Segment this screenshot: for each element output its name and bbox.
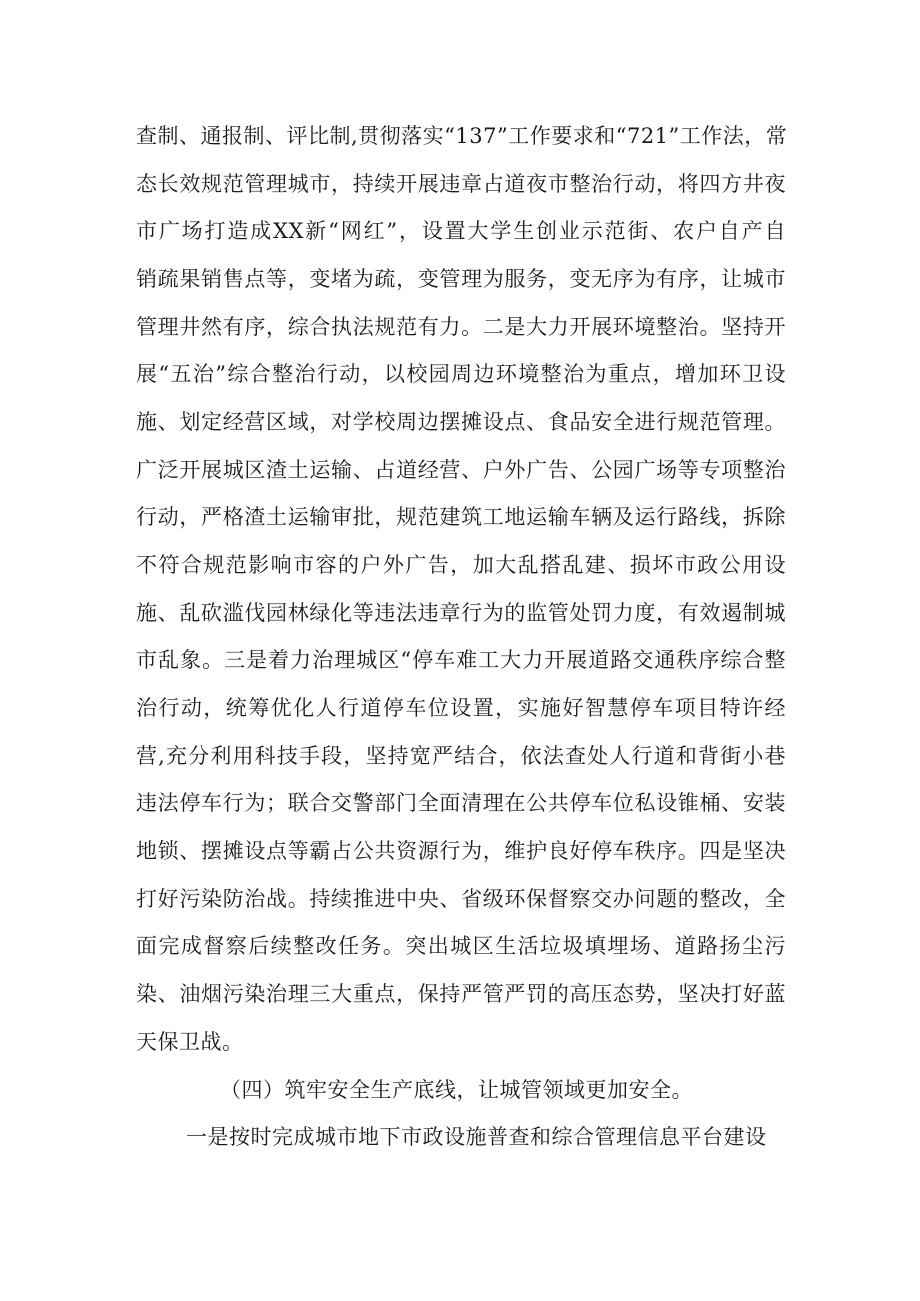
paragraph-line-16: 地锁、摆摊设点等霸占公共资源行为，维护良好停车秩序。四是坚决	[136, 839, 786, 863]
paragraph-line-3: 市广场打造成XX新“网红”，设置大学生创业示范街、农户自产自	[136, 219, 786, 243]
paragraph-line-2: 态长效规范管理城市，持续开展违章占道夜市整治行动，将四方井夜	[136, 172, 786, 196]
paragraph-line-7: 施、划定经营区域，对学校周边摆摊设点、食品安全进行规范管理。	[136, 410, 786, 434]
paragraph-line-13: 治行动，统筹优化人行道停车位设置，实施好智慧停车项目特许经	[136, 696, 786, 720]
paragraph-line-14: 营,充分利用科技手段，坚持宽严结合，依法查处人行道和背街小巷	[136, 744, 786, 768]
paragraph-line-11: 施、乱砍滥伐园林绿化等违法违章行为的监管处罚力度，有效遏制城	[136, 601, 786, 625]
paragraph-line-6: 展“五治”综合整治行动，以校园周边环境整治为重点，增加环卫设	[136, 362, 786, 386]
paragraph-line-17: 打好污染防治战。持续推进中央、省级环保督察交办问题的整改，全	[136, 887, 786, 911]
paragraph-line-4: 销疏果销售点等，变堵为疏，变管理为服务，变无序为有序，让城市	[136, 267, 786, 291]
paragraph-line-20: 天保卫战。	[136, 1030, 244, 1054]
paragraph-line-18: 面完成督察后续整改任务。突出城区生活垃圾填埋场、道路扬尘污	[136, 934, 786, 958]
paragraph-line-9: 行动，严格渣土运输审批，规范建筑工地运输车辆及运行路线，拆除	[136, 505, 786, 529]
section-heading: （四）筑牢安全生产底线，让城管领域更加安全。	[220, 1078, 693, 1102]
paragraph-line-1: 查制、通报制、评比制,贯彻落实“137”工作要求和“721”工作法，常	[136, 124, 788, 148]
paragraph-line-15: 违法停车行为；联合交警部门全面清理在公共停车位私设锥桶、安装	[136, 791, 786, 815]
next-paragraph-line: 一是按时完成城市地下市政设施普查和综合管理信息平台建设	[186, 1125, 767, 1149]
paragraph-line-19: 染、油烟污染治理三大重点，保持严管严罚的高压态势，坚决打好蓝	[136, 982, 786, 1006]
paragraph-line-5: 管理井然有序，综合执法规范有力。二是大力开展环境整治。坚持开	[136, 315, 786, 339]
paragraph-line-12: 市乱象。三是着力治理城区“停车难工大力开展道路交通秩序综合整	[136, 648, 786, 672]
paragraph-line-10: 不符合规范影响市容的户外广告，加大乱搭乱建、损坏市政公用设	[136, 553, 786, 577]
paragraph-line-8: 广泛开展城区渣土运输、占道经营、户外广告、公园广场等专项整治	[136, 458, 786, 482]
